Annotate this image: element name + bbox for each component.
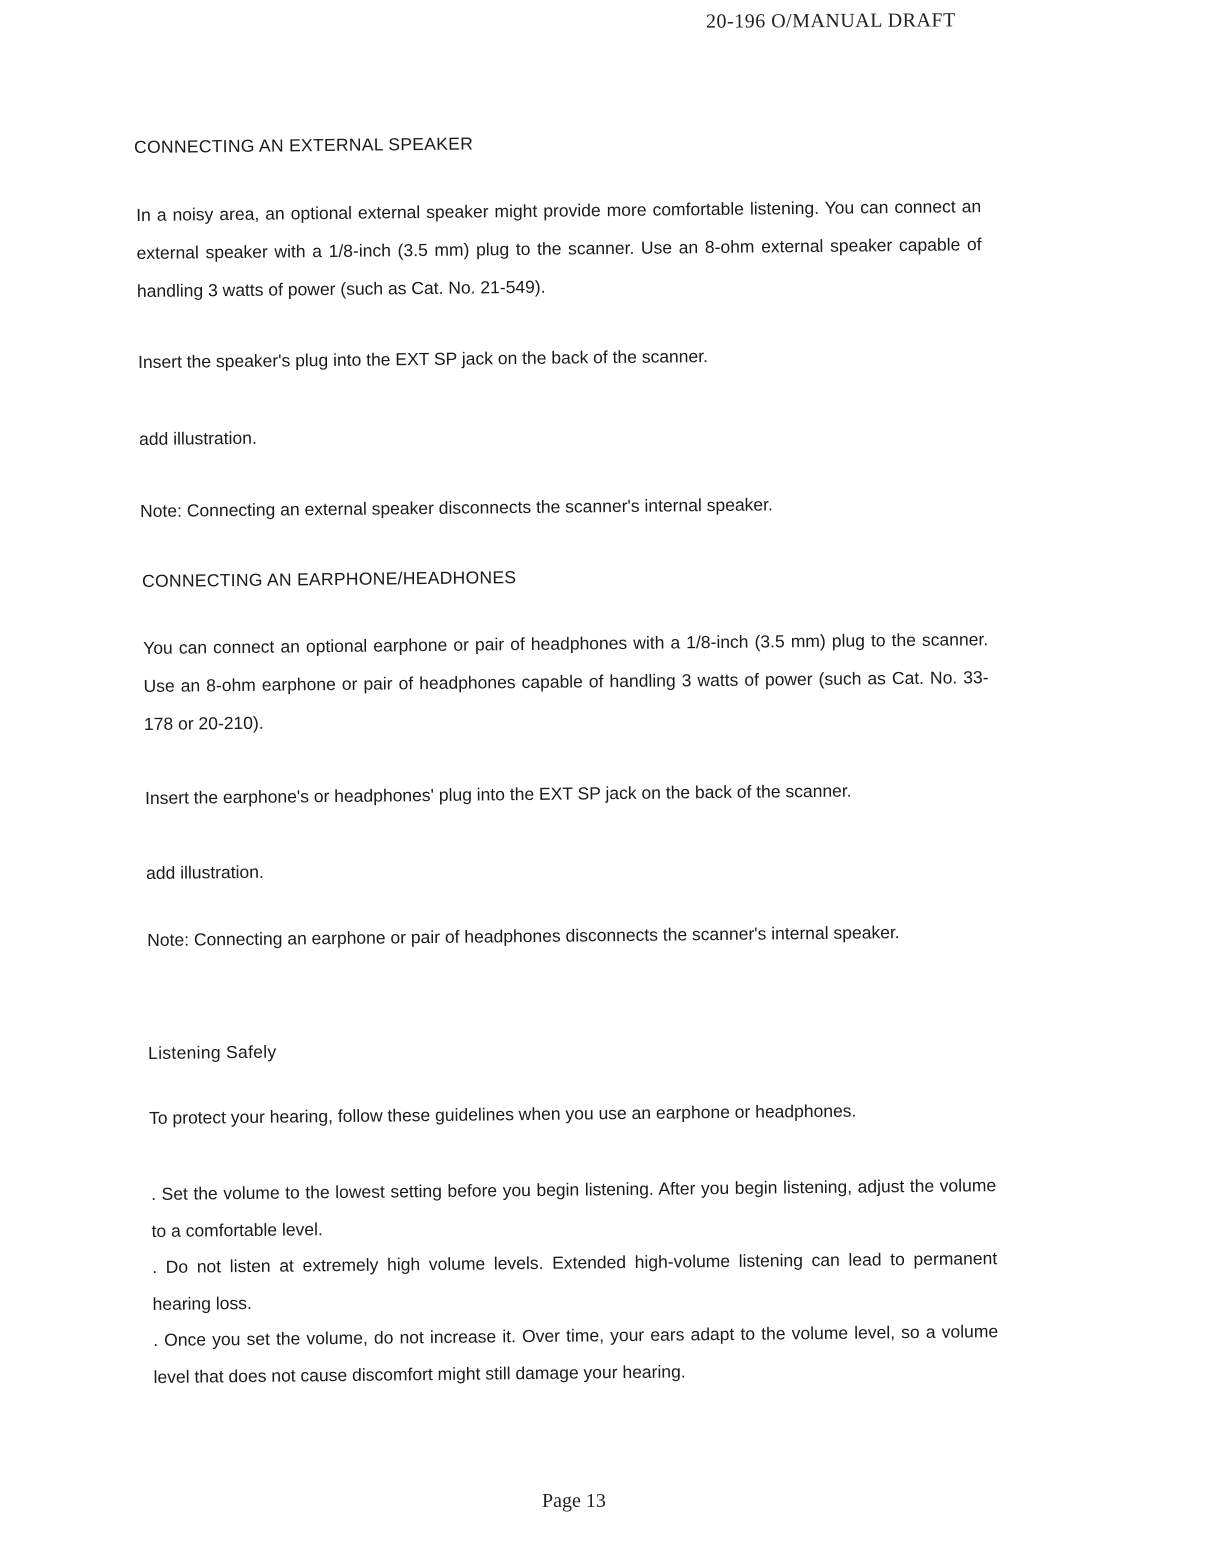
paragraph-external-speaker-intro: In a noisy area, an optional external speaker might provide more comfortable listening. You can connect an external speaker with a 1/8-inch (3.5 mm) plug to the scanner. Use an 8-ohm external speaker capable of handling 3 watts of power (such as Cat. No. 21-549). (136, 196, 982, 301)
guideline-item: . Once you set the volume, do not increase it. Over time, your ears adapt to the volume level, so a volume level that does not cause discomfort might still damage your hearing. (153, 1321, 999, 1387)
guideline-item: . Set the volume to the lowest setting before you begin listening. After you begin listening, adjust the volume to a comfortable level. (151, 1175, 997, 1241)
page-header: 20-196 O/MANUAL DRAFT (705, 9, 956, 33)
illustration-placeholder-2: add illustration. (146, 861, 264, 883)
paragraph-earphone-intro: You can connect an optional earphone or pair of headphones with a 1/8-inch (3.5 mm) plug to the scanner. Use an 8-ohm earphone or pair of headphones capable of handling 3 watts of power (such as Cat. No. 33-178 or 20-210). (143, 629, 989, 734)
guideline-item: . Do not listen at extremely high volume levels. Extended high-volume listening can lead to permanent hearing loss. (152, 1248, 998, 1314)
illustration-placeholder-1: add illustration. (139, 427, 257, 449)
page-number: Page 13 (542, 1490, 606, 1512)
instruction-external-speaker: Insert the speaker's plug into the EXT SP jack on the back of the scanner. (138, 346, 709, 372)
section-heading-external-speaker: CONNECTING AN EXTERNAL SPEAKER (134, 133, 474, 157)
section-heading-earphone: CONNECTING AN EARPHONE/HEADHONES (142, 567, 517, 591)
section-heading-listening-safely: Listening Safely (148, 1041, 277, 1063)
paragraph-listening-safely-intro: To protect your hearing, follow these guidelines when you use an earphone or headphones. (149, 1100, 857, 1128)
note-earphone: Note: Connecting an earphone or pair of headphones disconnects the scanner's internal speaker. (147, 922, 900, 950)
note-external-speaker: Note: Connecting an external speaker disconnects the scanner's internal speaker. (140, 494, 773, 521)
instruction-earphone: Insert the earphone's or headphones' plug into the EXT SP jack on the back of the scanner. (145, 780, 852, 808)
